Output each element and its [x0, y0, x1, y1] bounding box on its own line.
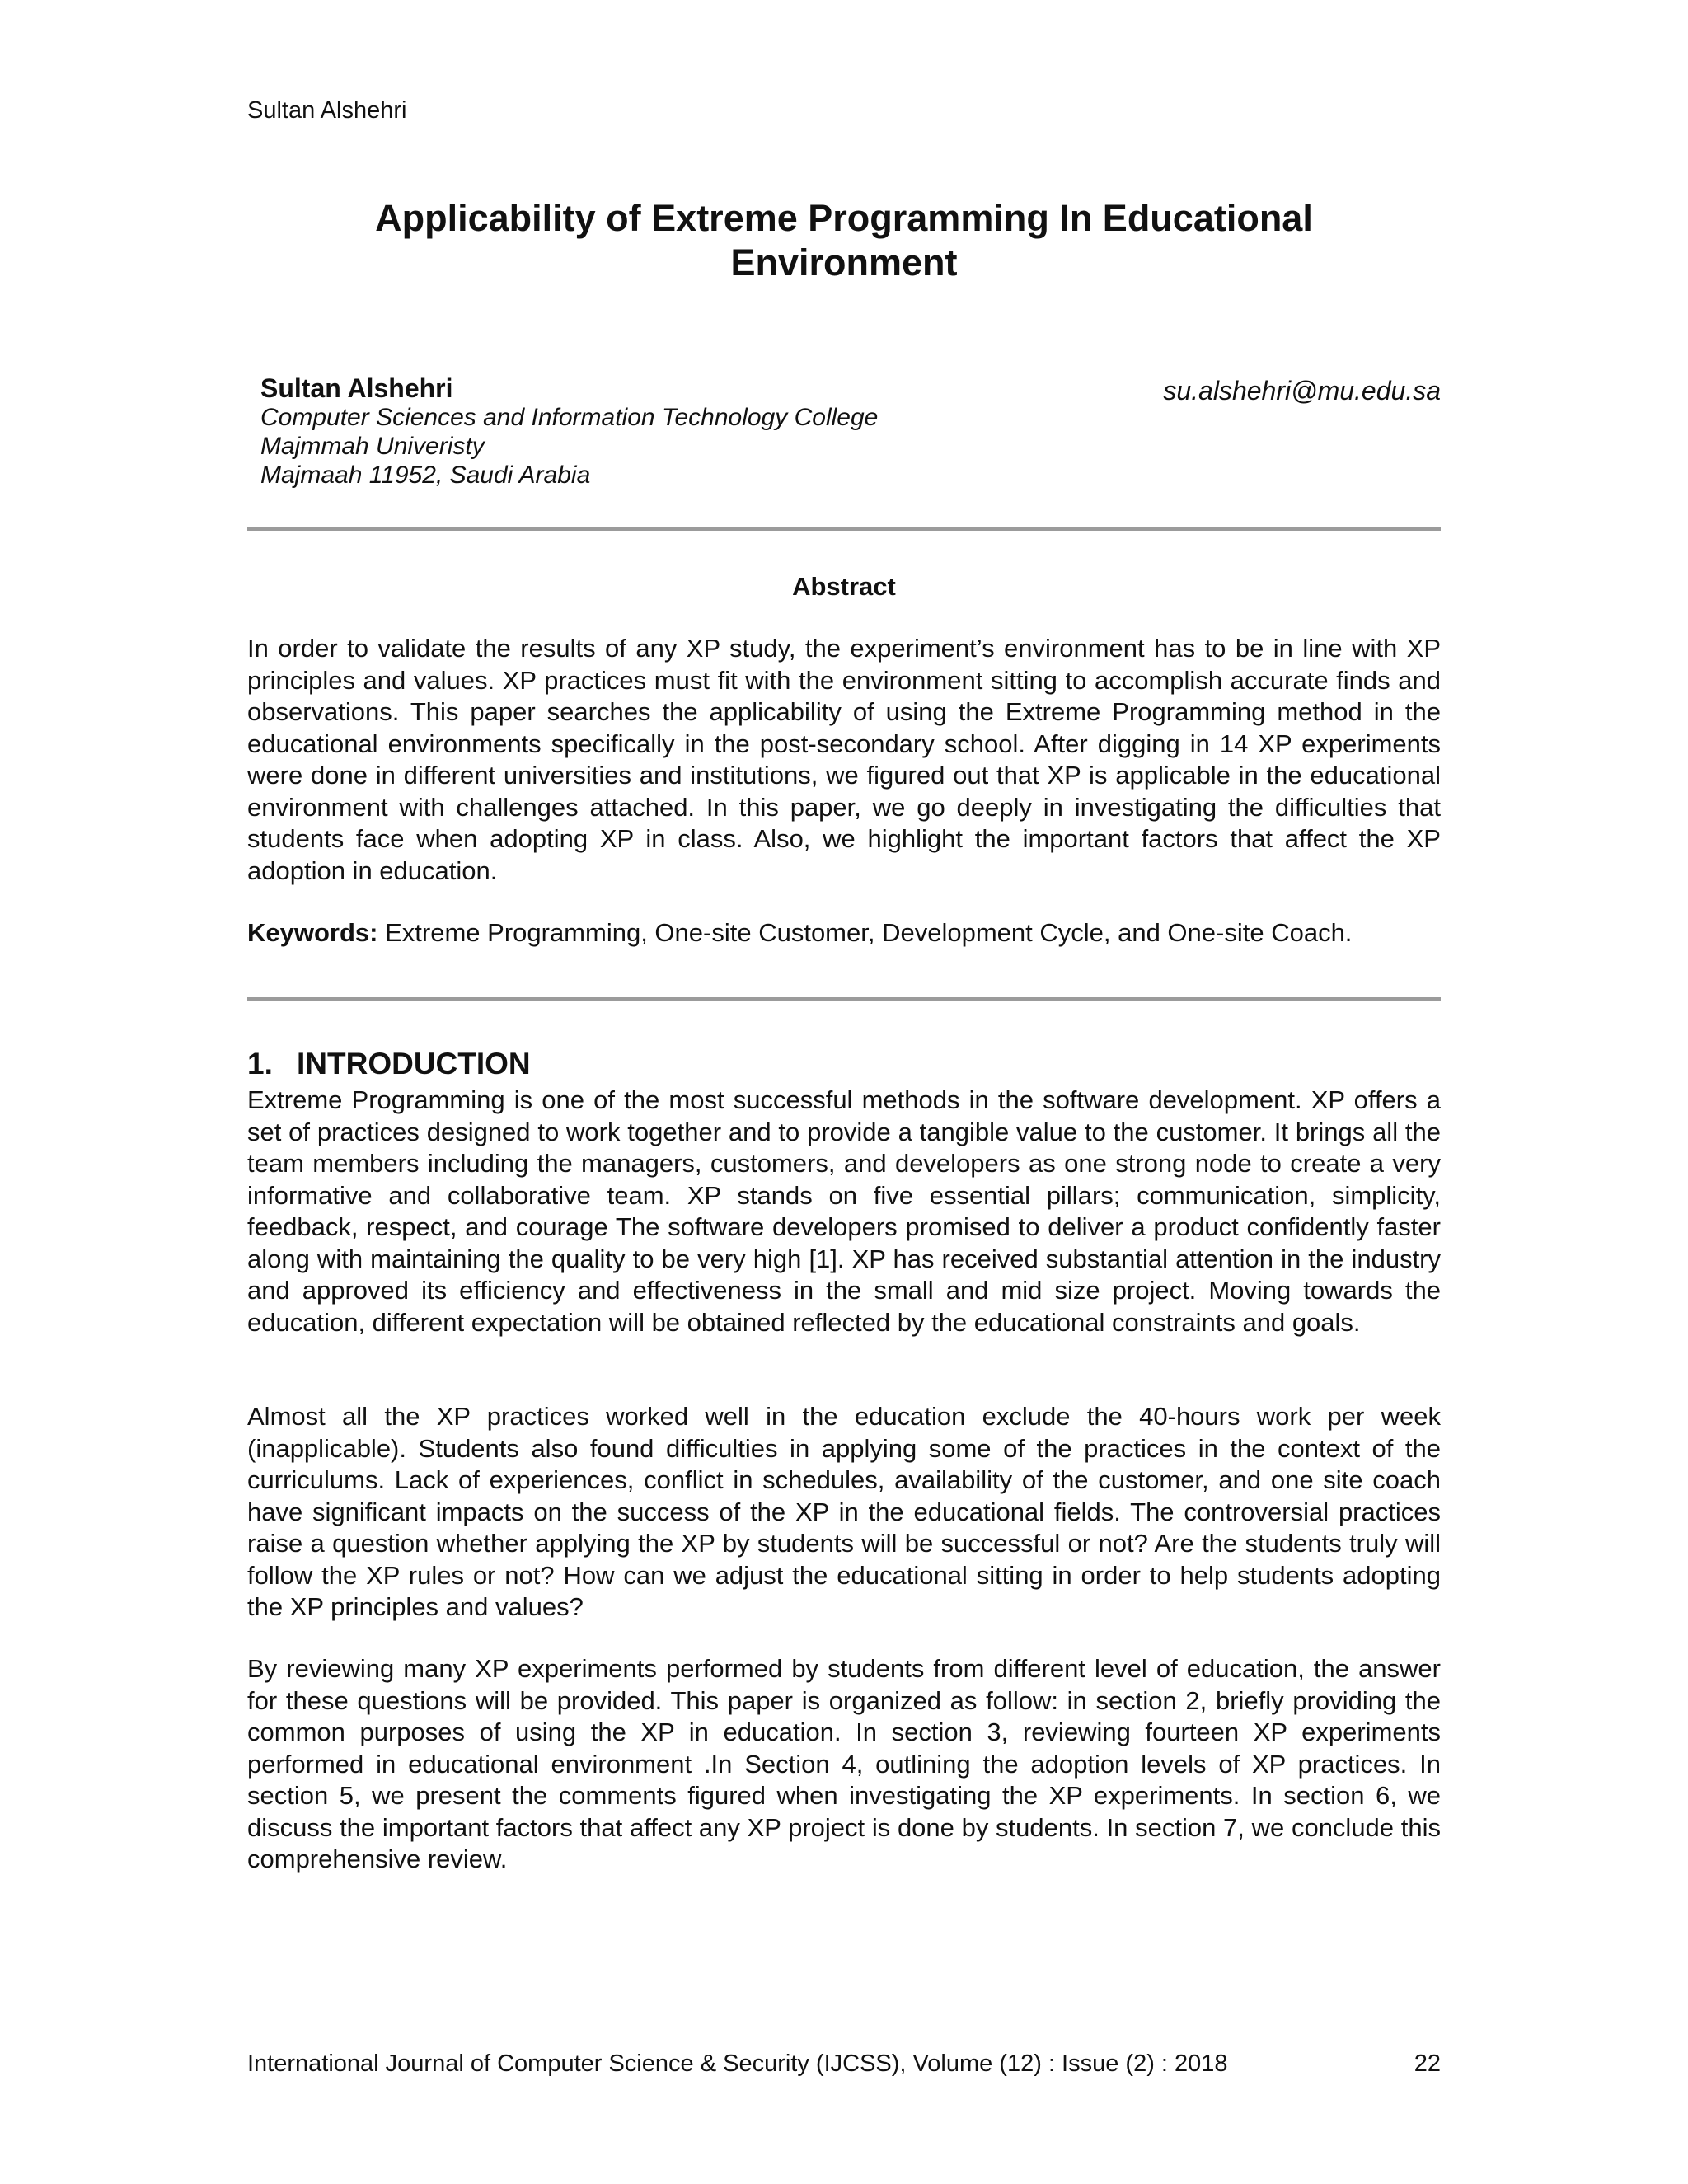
title-line-2: Environment [730, 241, 958, 284]
running-head: Sultan Alshehri [247, 97, 407, 124]
intro-paragraph-3: By reviewing many XP experiments performed by students from different level of education, the answer for these questions will be provided. This paper is organized as follow: in section 2, briefly providing the common purposes of using the XP in education. In section 3, reviewing fourteen XP experiments performed in educational environment .In Section 4, outlining the adoption levels of XP practices. In section 5, we present the comments figured when investigating the XP experiments. In section 6, we discuss the important factors that affect any XP project is done by students. In section 7, we conclude this comprehensive review. [247, 1654, 1441, 1873]
intro-paragraph-2: Almost all the XP practices worked well in the education exclude the 40-hours work per week (inapplicable). Students also found difficulties in applying some of the practices in the context of the curriculums. Lack of experiences, conflict in schedules, availability of the customer, and one site coach have significant impacts on the success of the XP in the educational fields. The controversial practices raise a question whether applying the XP by students will be successful or not? Are the students truly will follow the XP rules or not? How can we adjust the educational sitting in order to help students adopting the XP principles and values? [247, 1402, 1441, 1621]
section-heading-introduction [247, 1047, 531, 1081]
author-name: Sultan Alshehri [260, 373, 453, 403]
author-email: su.alshehri@mu.edu.sa [1163, 376, 1441, 405]
page-number: 22 [1414, 2050, 1441, 2077]
author-affiliation-university: Majmmah Univeristy [260, 433, 485, 460]
author-affiliation-college: Computer Sciences and Information Technology College [260, 404, 879, 431]
title-line-1: Applicability of Extreme Programming In Educational [375, 197, 1313, 239]
abstract-text: In order to validate the results of any XP study, the experiment’s environment has to be in line with XP principles and values. XP practices must fit with the environment sitting to accomplish accurate finds and observations. This paper searches the applicability of using the Extreme Programming method in the educational environments specifically in the post-secondary school. After digging in 14 XP experiments were done in different universities and institutions, we figured out that XP is applicable in the educational environment with challenges attached. In this paper, we go deeply in investigating the difficulties that students face when adopting XP in class. Also, we highlight the important factors that affect the XP adoption in education. [247, 634, 1441, 885]
divider-top [247, 527, 1441, 531]
section-number: 1. [247, 1047, 273, 1080]
keywords-text: Extreme Programming, One-site Customer, Development Cycle, and One-site Coach. [385, 918, 1353, 947]
author-affiliation-address: Majmaah 11952, Saudi Arabia [260, 462, 591, 489]
section-title: INTRODUCTION [297, 1047, 531, 1080]
keywords [247, 917, 1441, 949]
abstract-heading: Abstract [792, 572, 896, 601]
paper-title [247, 196, 1441, 285]
footer-journal: International Journal of Computer Science & Security (IJCSS), Volume (12) : Issue (2) : 2018 [247, 2050, 1228, 2077]
divider-bottom [247, 997, 1441, 1001]
intro-paragraph-1: Extreme Programming is one of the most successful methods in the software development. XP offers a set of practices designed to work together and to provide a tangible value to the customer. It brings all the team members including the managers, customers, and developers as one strong node to create a very informative and collaborative team. XP stands on five essential pillars; communication, simplicity, feedback, respect, and courage The software developers promised to deliver a product confidently faster along with maintaining the quality to be very high [1]. XP has received substantial attention in the industry and approved its efficiency and effectiveness in the small and mid size project. Moving towards the education, different expectation will be obtained reflected by the educational constraints and goals. [247, 1085, 1441, 1337]
author-block [260, 374, 878, 490]
keywords-label: Keywords: [247, 918, 378, 947]
